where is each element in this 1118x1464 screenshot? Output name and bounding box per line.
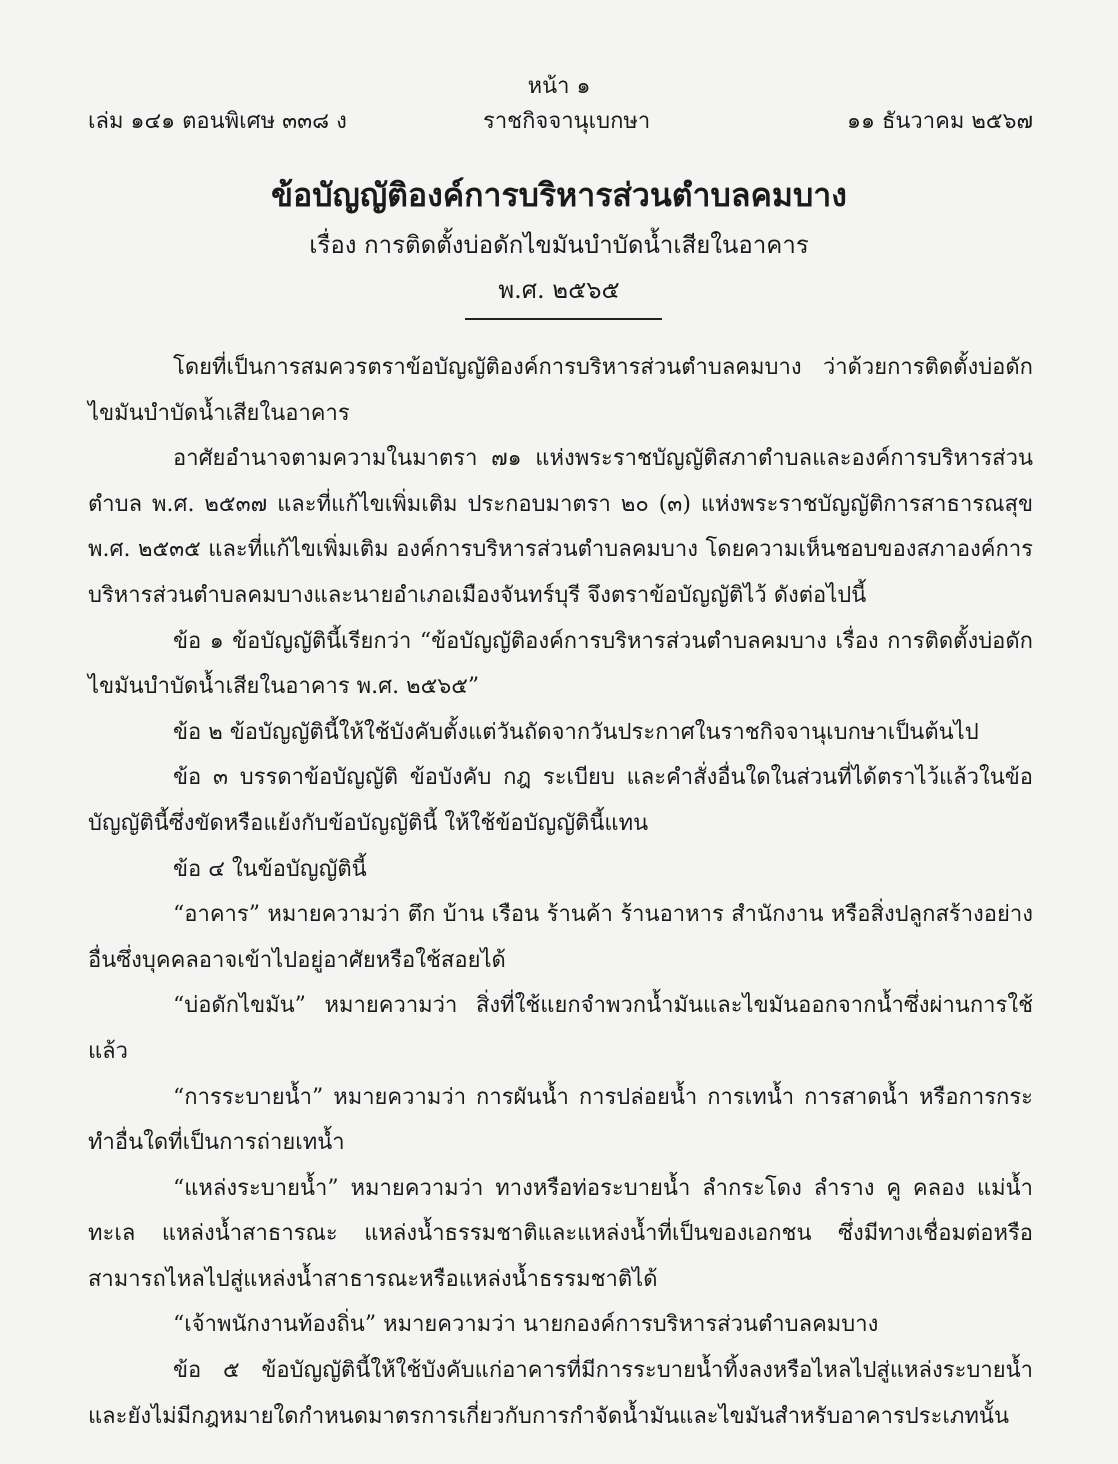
paragraph-clause-1: ข้อ ๑ ข้อบัญญัตินี้เรียกว่า “ข้อบัญญัติองค์การบริหารส่วนตำบลคมบาง เรื่อง การติดตั้งบ่อดักไขมันบำบัดน้ำเสียในอาคาร พ.ศ. ๒๕๖๕” bbox=[88, 628, 1033, 700]
paragraph-clause-2: ข้อ ๒ ข้อบัญญัตินี้ให้ใช้บังคับตั้งแต่วันถัดจากวันประกาศในราชกิจจานุเบกษาเป็นต้นไป bbox=[173, 719, 979, 745]
paragraph-clause-3: ข้อ ๓ บรรดาข้อบัญญัติ ข้อบังคับ กฎ ระเบียบ และคำสั่งอื่นใดในส่วนที่ได้ตราไว้แล้วในข้อบัญญัตินี้ซึ่งขัดหรือแย้งกับข้อบัญญัตินี้ ให้ใช้ข้อบัญญัตินี้แทน bbox=[88, 765, 1033, 836]
definition-drainage: “การระบายน้ำ” หมายความว่า การผันน้ำ การปล่อยน้ำ การเทน้ำ การสาดน้ำ หรือการกระทำอื่นใดที่เป็นการถ่ายเทน้ำ bbox=[88, 1084, 1033, 1156]
definition-local-officer: “เจ้าพนักงานท้องถิ่น” หมายความว่า นายกองค์การบริหารส่วนตำบลคมบาง bbox=[173, 1312, 879, 1338]
document-year: พ.ศ. ๒๕๖๕ bbox=[498, 276, 620, 304]
definition-drainage-source: “แหล่งระบายน้ำ” หมายความว่า ทางหรือท่อระบายน้ำ ลำกระโดง ลำราง คู คลอง แม่น้ำ ทะเล แหล่งน้ำสาธารณะ แหล่งน้ำธรรมชาติและแหล่งน้ำที่เป็นของเอกชน ซึ่งมีทางเชื่อมต่อหรือสามารถไหลไปสู่แหล่งน้ำสาธารณะหรือแหล่งน้ำธรรมชาติได้ bbox=[88, 1175, 1033, 1292]
paragraph-clause-5: ข้อ ๕ ข้อบัญญัตินี้ให้ใช้บังคับแก่อาคารที่มีการระบายน้ำทิ้งลงหรือไหลไปสู่แหล่งระบายน้ำและยังไม่มีกฎหมายใดกำหนดมาตรการเกี่ยวกับการกำจัดน้ำมันและไขมันสำหรับอาคารประเภทนั้น bbox=[88, 1358, 1033, 1429]
paragraph-preamble: โดยที่เป็นการสมควรตราข้อบัญญัติองค์การบริหารส่วนตำบลคมบาง ว่าด้วยการติดตั้งบ่อดักไขมันบำบัดน้ำเสียในอาคาร bbox=[88, 355, 1033, 426]
volume-info: เล่ม ๑๔๑ ตอนพิเศษ ๓๓๘ ง bbox=[88, 109, 347, 134]
document-body bbox=[88, 345, 1033, 1439]
document-subtitle: เรื่อง การติดตั้งบ่อดักไขมันบำบัดน้ำเสียในอาคาร bbox=[309, 231, 809, 259]
title-divider bbox=[465, 318, 662, 320]
publication-date: ๑๑ ธันวาคม ๒๕๖๗ bbox=[847, 109, 1033, 134]
paragraph-clause-4: ข้อ ๔ ในข้อบัญญัตินี้ bbox=[173, 856, 367, 882]
paragraph-authority: อาศัยอำนาจตามความในมาตรา ๗๑ แห่งพระราชบัญญัติสภาตำบลและองค์การบริหารส่วนตำบล พ.ศ. ๒๕๓๗ และที่แก้ไขเพิ่มเติม ประกอบมาตรา ๒๐ (๓) แห่งพระราชบัญญัติการสาธารณสุข พ.ศ. ๒๕๓๕ และที่แก้ไขเพิ่มเติม องค์การบริหารส่วนตำบลคมบาง โดยความเห็นชอบของสภาองค์การบริหารส่วนตำบลคมบางและนายอำเภอเมืองจันทร์บุรี จึงตราข้อบัญญัติไว้ ดังต่อไปนี้ bbox=[88, 446, 1033, 608]
publication-name: ราชกิจจานุเบกษา bbox=[483, 109, 651, 134]
page-number: หน้า ๑ bbox=[527, 74, 591, 99]
definition-building: “อาคาร” หมายความว่า ตึก บ้าน เรือน ร้านค้า ร้านอาหาร สำนักงาน หรือสิ่งปลูกสร้างอย่างอื่นซึ่งบุคคลอาจเข้าไปอยู่อาศัยหรือใช้สอยได้ bbox=[88, 902, 1033, 973]
document-title: ข้อบัญญัติองค์การบริหารส่วนตำบลคมบาง bbox=[271, 176, 847, 214]
definition-grease-trap: “บ่อดักไขมัน” หมายความว่า สิ่งที่ใช้แยกจำพวกน้ำมันและไขมันออกจากน้ำซึ่งผ่านการใช้แล้ว bbox=[88, 993, 1033, 1064]
